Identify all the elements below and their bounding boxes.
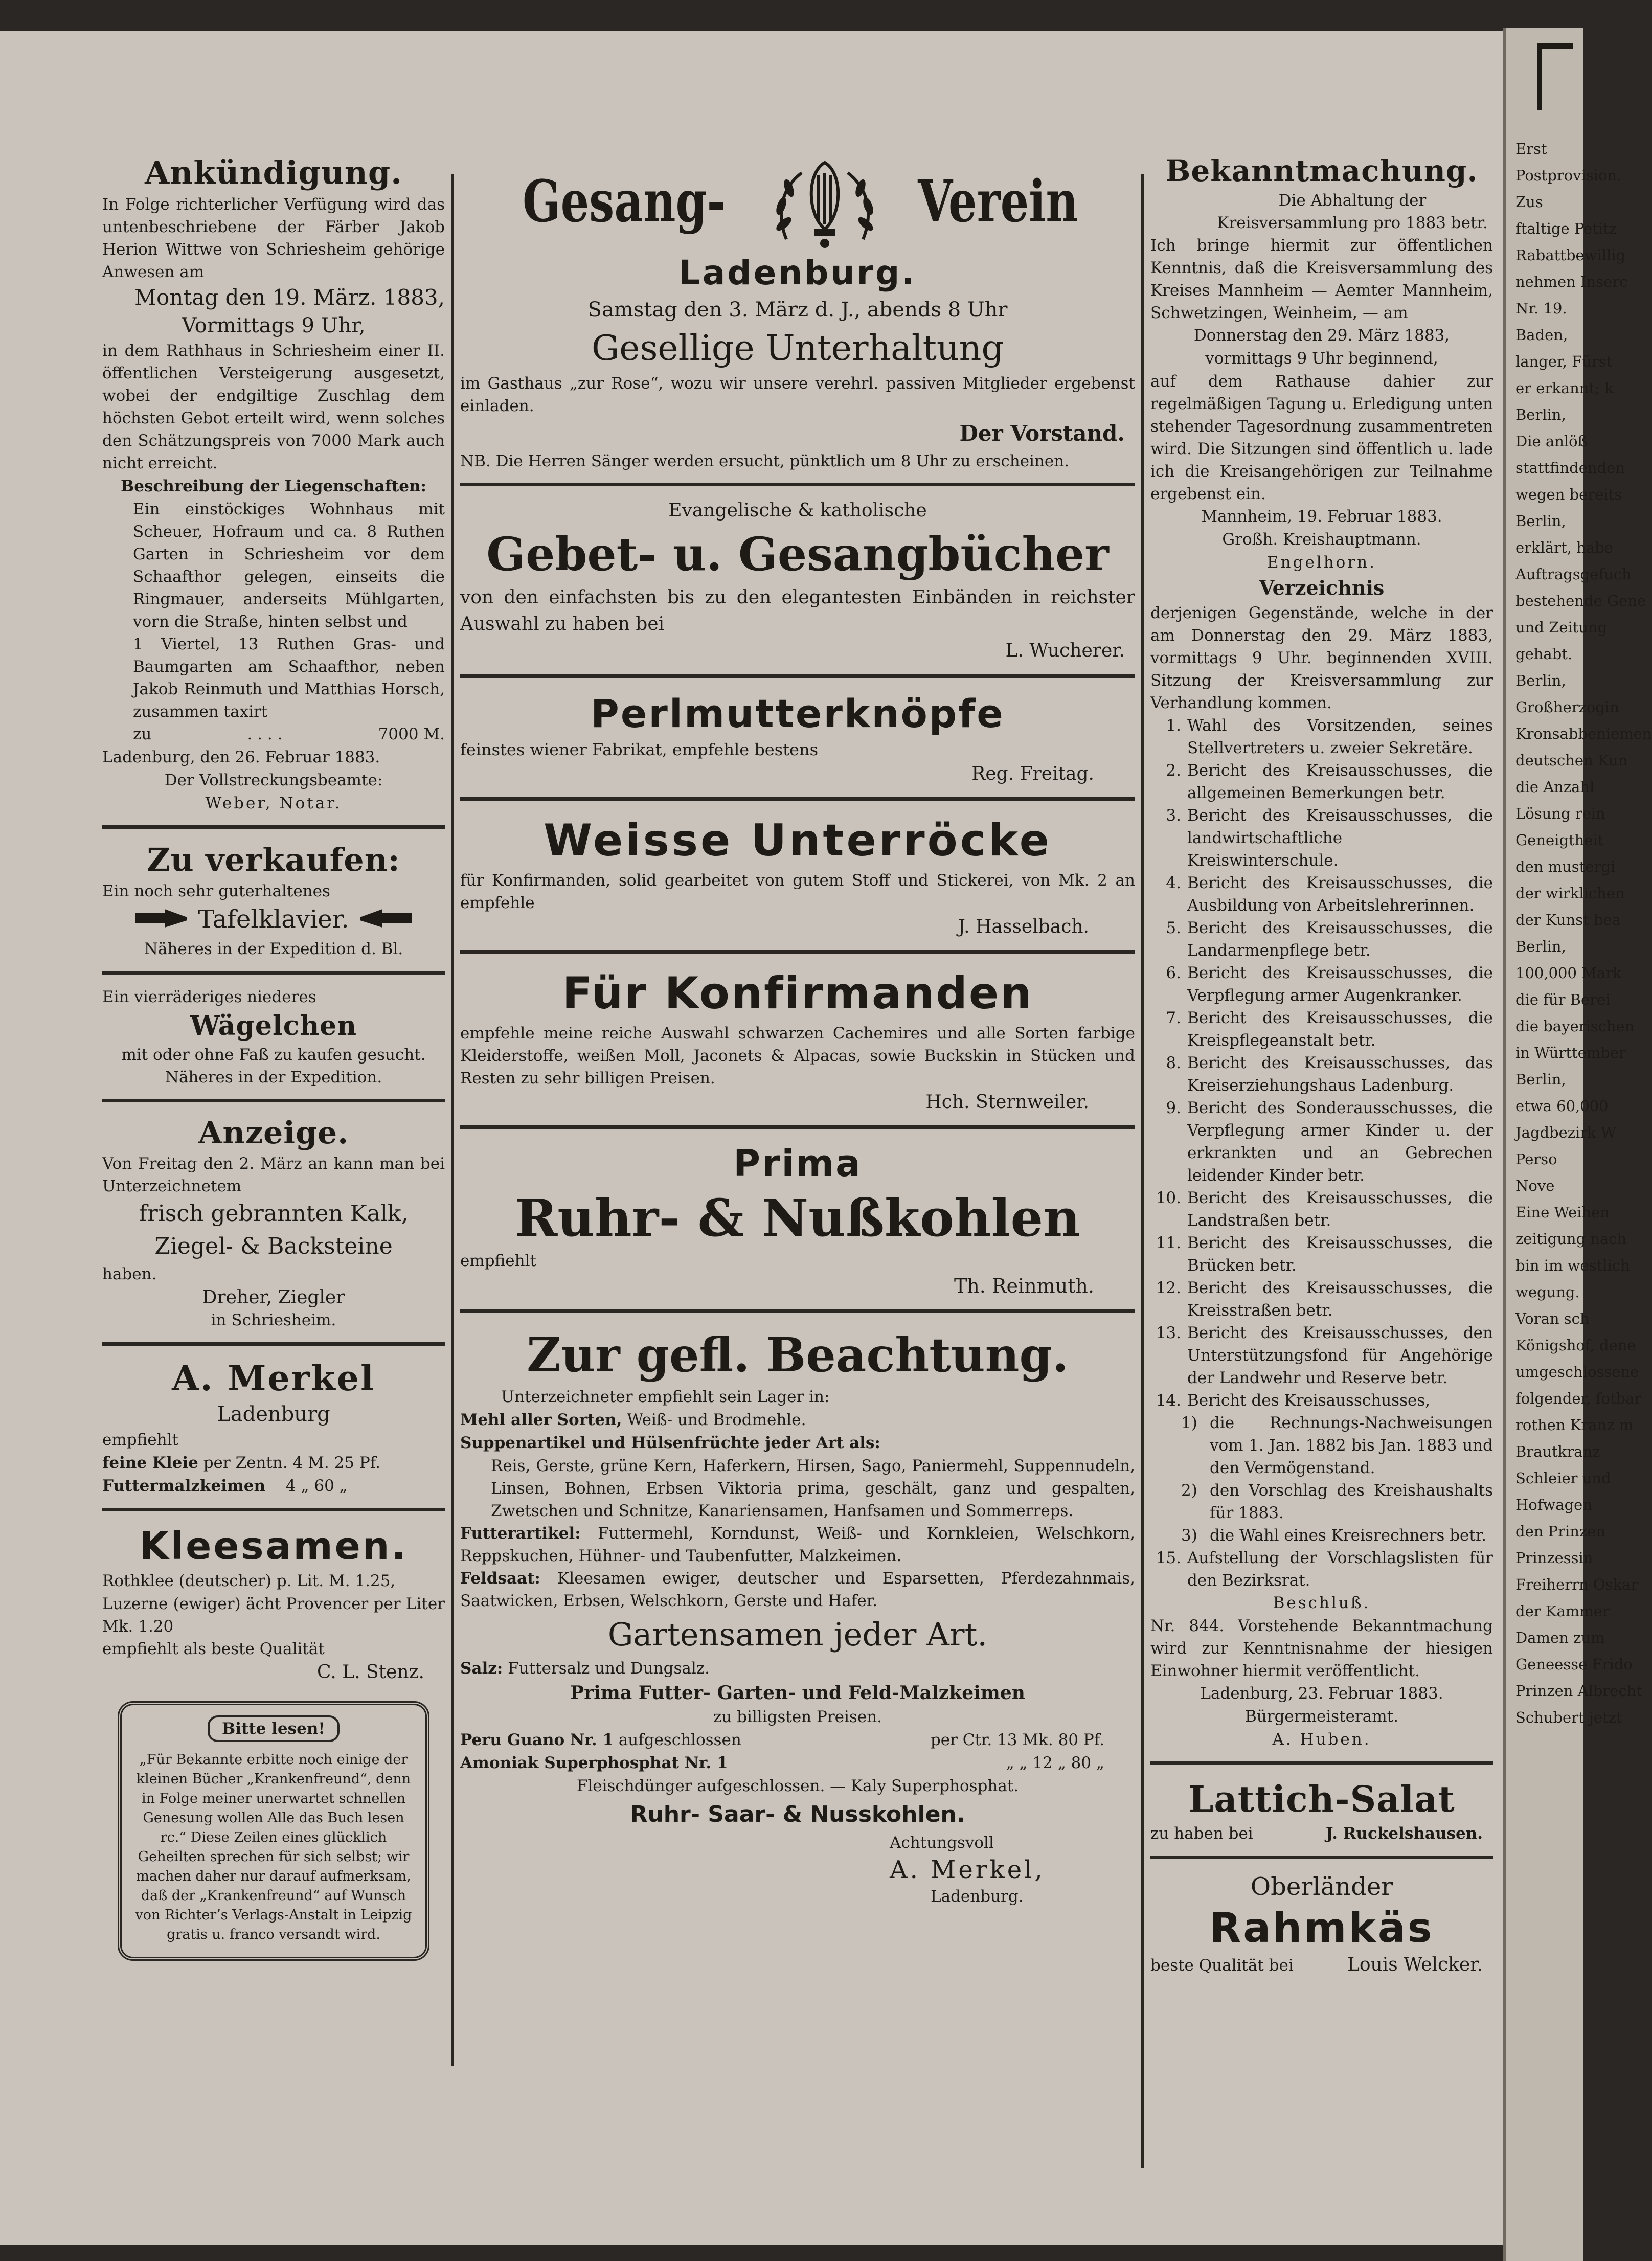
ankuendigung-body: in dem Rathhaus in Schriesheim einer II. öffentlichen Versteigerung ausgesetzt, wobei der endgiltige Zuschlag dem höchsten Gebot erteilt wird, wenn solches den Schätzungspreis von 7000 Mark auch nicht erreicht. xyxy=(102,342,445,472)
merkel-row1-value: per Zentn. 4 M. 25 Pf. xyxy=(203,1453,380,1472)
anzeige-item1: frisch gebrannten Kalk, xyxy=(139,1200,409,1227)
adjacent-page-line: der Kammer xyxy=(1515,1602,1610,1620)
agenda-subitem: 2) den Vorschlag des Kreishaushalts für 1883. xyxy=(1181,1481,1493,1522)
adjacent-page-line: nehmen Inserc xyxy=(1515,273,1628,290)
beachtung-closing: Achtungsvoll xyxy=(890,1834,994,1852)
waegelchen-item: Wägelchen xyxy=(190,1010,357,1042)
adjacent-page-line: Berlin, xyxy=(1515,938,1566,955)
adjacent-page-line: die für Berei xyxy=(1515,991,1611,1008)
ad-konfirmanden xyxy=(460,961,1135,1129)
merkel-row2-value: 4 „ 60 „ xyxy=(285,1476,348,1495)
middle-column xyxy=(460,148,1135,1926)
bekannt-verz-text: derjenigen Gegenstände, welche in der am Donnerstag den 29. März 1883, vormittags 9 Uhr. beginnenden XVIII. Sitzung der Kreisversammlung zur Verhandlung kommen. xyxy=(1150,604,1493,712)
right-column xyxy=(1150,148,1493,1995)
beschluss-text: Nr. 844. Vorstehende Bekanntmachung wird zur Kenntnisnahme der hiesigen Einwohner hiermit veröffentlicht. xyxy=(1150,1617,1493,1680)
agenda-item: 1. Wahl des Vorsitzenden, seines Stellvertreters u. zweier Sekretäre. xyxy=(1166,716,1493,757)
waegelchen-line2: mit oder ohne Faß zu kaufen gesucht. Näheres in der Expedition. xyxy=(121,1045,426,1087)
agenda-item: 15. Aufstellung der Vorschlagslisten für den Bezirksrat. xyxy=(1156,1549,1493,1590)
beachtung-l2-label: Suppenartikel und Hülsenfrüchte jeder Art als: xyxy=(460,1434,880,1452)
beachtung-l8 xyxy=(460,1752,1135,1775)
beachtung-l1 xyxy=(460,1409,1135,1432)
gesang-date: Samstag den 3. März d. J., abends 8 Uhr xyxy=(587,298,1008,322)
agenda-subitem: 1) die Rechnungs-Nachweisungen vom 1. Jan. 1882 bis Jan. 1883 und den Vermögenstand. xyxy=(1181,1414,1493,1477)
beschluss-title: Beschluß. xyxy=(1273,1594,1371,1612)
beachtung-l5-label: Salz: xyxy=(460,1659,503,1678)
ad-anzeige xyxy=(102,1110,445,1346)
adjacent-page-line: Hofwagen xyxy=(1515,1496,1592,1513)
verkaufen-item-row xyxy=(102,903,445,938)
lattich-sig: J. Ruckelshausen. xyxy=(1325,1824,1483,1843)
ankuendigung-title: Ankündigung. xyxy=(145,154,402,191)
agenda-item: 14. Bericht des Kreisausschusses, xyxy=(1156,1391,1431,1410)
beschluss-place: Ladenburg, 23. Februar 1883. xyxy=(1200,1684,1443,1703)
ad-merkel xyxy=(102,1353,445,1511)
konfirmanden-text: empfehle meine reiche Auswahl schwarzen Cachemires und alle Sorten farbige Kleiderstoffe, weißen Moll, Jaconets & Alpacas, sowie Buckskin in Stücken und Resten zu sehr billigen Preisen. xyxy=(460,1024,1135,1088)
merkel-line1: empfiehlt xyxy=(102,1430,178,1449)
rahm-kicker: Oberländer xyxy=(1250,1872,1393,1901)
adjacent-page-line: Prinzen Albrecht xyxy=(1515,1682,1643,1700)
beachtung-l9: Fleischdünger aufgeschlossen. — Kaly Superphosphat. xyxy=(576,1777,1019,1795)
merkel-name: A. Merkel xyxy=(172,1358,375,1399)
adjacent-page-line: Perso xyxy=(1515,1150,1557,1168)
adjacent-page-line: Nove xyxy=(1515,1177,1555,1194)
beachtung-l8-label: Amoniak Superphosphat Nr. 1 xyxy=(460,1754,728,1772)
adjacent-page-line: Freiherrn Oskar xyxy=(1515,1576,1638,1593)
gesang-text: im Gasthaus „zur Rose“, wozu wir unsere verehrl. passiven Mitglieder ergebenst einladen. xyxy=(460,374,1135,415)
adjacent-page-line: Geneigtheit xyxy=(1515,831,1604,849)
anzeige-line1: Von Freitag den 2. März an kann man bei Unterzeichnetem xyxy=(102,1154,445,1195)
agenda-item: 10. Bericht des Kreisausschusses, die Landstraßen betr. xyxy=(1156,1189,1493,1230)
price-dots: . . . . xyxy=(247,725,283,743)
column-rule-left xyxy=(451,174,454,2066)
adjacent-page-masthead-fragment xyxy=(1506,28,1583,135)
verkaufen-title: Zu verkaufen: xyxy=(147,841,400,878)
ad-lattich xyxy=(1150,1772,1493,1859)
gesang-nb: NB. Die Herren Sänger werden ersucht, pünktlich um 8 Uhr zu erscheinen. xyxy=(460,452,1070,470)
adjacent-page-line: Zus xyxy=(1515,193,1543,211)
adjacent-page-edge xyxy=(1503,28,1652,2261)
gesang-event: Gesellige Unterhaltung xyxy=(591,328,1004,369)
beachtung-title: Zur gefl. Beachtung. xyxy=(527,1327,1069,1383)
agenda-item: 11. Bericht des Kreisausschusses, die Brücken betr. xyxy=(1156,1234,1493,1275)
beachtung-l1-label: Mehl aller Sorten, xyxy=(460,1411,622,1429)
adjacent-page-line: bestehende Gene xyxy=(1515,592,1646,609)
kohlen-sig: Th. Reinmuth. xyxy=(954,1275,1094,1297)
newspaper-page xyxy=(0,31,1503,2245)
ad-rahmkaes xyxy=(1150,1866,1493,1987)
gebet-kicker: Evangelische & katholische xyxy=(668,500,927,521)
ad-kleesamen xyxy=(102,1519,445,1694)
left-column xyxy=(102,148,445,1961)
adjacent-page-line: ftaltige Petitz xyxy=(1515,220,1617,237)
beachtung-garten: Gartensamen jeder Art. xyxy=(607,1616,988,1653)
kleesamen-line2: Luzerne (ewiger) ächt Provencer per Liter Mk. 1.20 xyxy=(102,1594,445,1636)
agenda-item: 2. Bericht des Kreisausschusses, die allgemeinen Bemerkungen betr. xyxy=(1166,761,1493,802)
adjacent-page-line: etwa 60,000 xyxy=(1515,1097,1609,1115)
agenda-item: 5. Bericht des Kreisausschusses, die Landarmenpflege betr. xyxy=(1166,919,1493,960)
adjacent-page-line: langer, Fürst xyxy=(1515,353,1613,370)
pointing-hand-right-icon xyxy=(134,905,190,938)
adjacent-page-line: Nr. 19. xyxy=(1515,300,1567,317)
merkel-row1 xyxy=(102,1452,445,1475)
ankuendigung-desc: Ein einstöckiges Wohnhaus mit Scheuer, Hofraum und ca. 8 Ruthen Garten in Schriesheim vor dem Schaafthor gelegen, einseits die Ringmauer, anderseits Mühlgarten, vorn die Straße, hinten selbst und xyxy=(133,500,445,631)
merkel-row2 xyxy=(102,1475,445,1498)
gesang-town: Ladenburg. xyxy=(678,253,917,292)
ankuendigung-date: Montag den 19. März. 1883, xyxy=(134,285,445,310)
rahm-row xyxy=(1150,1953,1493,1977)
beachtung-l2-text: Reis, Gerste, grüne Kern, Haferkern, Hirsen, Sago, Paniermehl, Suppennudeln, Linsen, Bohnen, Erbsen Viktoria prima, geschält, ganz und gespalten, Zwetschen und Schnitze, Kanariensamen, Hanfsamen und Sommerreps. xyxy=(491,1457,1135,1520)
adjacent-page-line: Schubert jetzt xyxy=(1515,1709,1622,1726)
beachtung-l6: Prima Futter- Garten- und Feld-Malzkeimen xyxy=(570,1682,1025,1704)
merkel-row1-label: feine Kleie xyxy=(102,1453,198,1472)
lattich-text: zu haben bei xyxy=(1150,1824,1253,1843)
ad-ankuendigung xyxy=(102,148,445,829)
bekannt-office: Großh. Kreishauptmann. xyxy=(1222,530,1421,549)
agenda-item: 8. Bericht des Kreisausschusses, das Kreiserziehungshaus Ladenburg. xyxy=(1166,1054,1493,1095)
agenda-item: 9. Bericht des Sonderausschusses, die Verpflegung armer Kinder u. der erkrankten und an Gebrechen leidender Kinder betr. xyxy=(1166,1099,1493,1185)
verkaufen-line1: Ein noch sehr guterhaltenes xyxy=(102,882,330,900)
kohlen-kicker: Prima xyxy=(733,1142,862,1185)
adjacent-page-line: Erst xyxy=(1515,140,1547,157)
adjacent-page-line: den mustergi xyxy=(1515,858,1616,875)
ankuendigung-official: Der Vollstreckungsbeamte: xyxy=(164,771,383,789)
adjacent-page-line: Jagdbezirk W xyxy=(1515,1124,1616,1141)
adjacent-page-line: erklärt, habe xyxy=(1515,539,1613,556)
adjacent-page-line: und Zeitung xyxy=(1515,619,1608,636)
beachtung-l4 xyxy=(460,1567,1135,1612)
adjacent-page-line: gehabt. xyxy=(1515,645,1573,663)
beachtung-sig: A. Merkel, xyxy=(890,1856,1045,1884)
adjacent-page-line: Kronsabbeniemen xyxy=(1515,725,1652,742)
beschluss-sig: A. Huben. xyxy=(1272,1730,1371,1749)
anzeige-line2: haben. xyxy=(102,1264,157,1283)
adjacent-page-line: zeitigung nach xyxy=(1515,1230,1627,1248)
anzeige-title: Anzeige. xyxy=(198,1115,349,1151)
bitte-lesen-title: Bitte lesen! xyxy=(208,1715,340,1742)
adjacent-page-line: Eine Weihen xyxy=(1515,1204,1610,1221)
column-rule-right xyxy=(1141,174,1144,2168)
beachtung-l3-text: Futtermehl, Korndunst, Weiß- und Kornkleien, Welschkorn, Reppskuchen, Hühner- und Taubenfutter, Malzkeimen. xyxy=(460,1524,1135,1565)
verkaufen-line2: Näheres in der Expedition d. Bl. xyxy=(144,939,403,958)
beachtung-l5 xyxy=(460,1657,1135,1680)
bekannt-text1: Ich bringe hiermit zur öffentlichen Kenntnis, daß die Kreisversammlung des Kreises Mannheim — Aemter Mannheim, Schwetzingen, Weinheim, — am xyxy=(1150,236,1493,322)
beachtung-l3 xyxy=(460,1522,1135,1567)
agenda-item: 7. Bericht des Kreisausschusses, die Kreispflegeanstalt betr. xyxy=(1166,1009,1493,1050)
kleesamen-line1: Rothklee (deutscher) p. Lit. M. 1.25, xyxy=(102,1571,396,1590)
rahm-title: Rahmkäs xyxy=(1209,1904,1434,1952)
bekannt-sub: Die Abhaltung der Kreisversammlung pro 1883 betr. xyxy=(1217,191,1488,232)
adjacent-page-line: der wirklichen xyxy=(1515,885,1625,902)
adjacent-page-line: rothen Kranz m xyxy=(1515,1416,1634,1434)
ankuendigung-signature: Weber, Notar. xyxy=(205,794,342,812)
bekannt-sig: Engelhorn. xyxy=(1267,553,1376,572)
beachtung-intro: Unterzeichneter empfiehlt sein Lager in: xyxy=(501,1388,830,1406)
gebet-text: von den einfachsten bis zu den elegantesten Einbänden in reichster Auswahl zu haben bei xyxy=(460,587,1135,635)
bekannt-time: vormittags 9 Uhr beginnend, xyxy=(1205,349,1438,368)
waegelchen-line1: Ein vierräderiges niederes xyxy=(102,987,316,1006)
adjacent-page-line: Rabattbewillig xyxy=(1515,246,1626,264)
perlmutter-text: feinstes wiener Fabrikat, empfehle bestens xyxy=(460,740,818,759)
ankuendigung-desc-title: Beschreibung der Liegenschaften: xyxy=(121,477,426,495)
gebet-title: Gebet- u. Gesangbücher xyxy=(486,527,1109,581)
adjacent-page-line: Prinzessin xyxy=(1515,1549,1593,1567)
adjacent-page-line: bin im westlich xyxy=(1515,1257,1630,1274)
anzeige-sig2: in Schriesheim. xyxy=(211,1310,336,1329)
perlmutter-title: Perlmutterknöpfe xyxy=(591,691,1005,736)
adjacent-page-line: folgender, fotbar xyxy=(1515,1390,1642,1407)
ad-waegelchen xyxy=(102,982,445,1102)
bekannt-text2: auf dem Rathause dahier zur regelmäßigen Tagung u. Erledigung unten stehender Tagesordnung zusammentreten wird. Die Sitzungen sind öffentlich u. lade ich die Kreisangehörigen zur Teilnahme ergebenst ein. xyxy=(1150,372,1493,503)
adjacent-page-lines xyxy=(1506,135,1652,1731)
weisse-title: Weisse Unterröcke xyxy=(544,815,1052,866)
lattich-row xyxy=(1150,1822,1493,1845)
anzeige-item2: Ziegel- & Backsteine xyxy=(154,1233,393,1259)
adjacent-page-line: Damen zum xyxy=(1515,1629,1605,1646)
gebet-sig: L. Wucherer. xyxy=(1005,640,1125,661)
lyre-wreath-icon xyxy=(766,152,884,252)
ankuendigung-time: Vormittags 9 Uhr, xyxy=(182,314,366,337)
adjacent-page-line: der Kunst bea xyxy=(1515,911,1621,929)
beachtung-l7-price: per Ctr. 13 Mk. 80 Pf. xyxy=(930,1731,1104,1749)
beachtung-l7-label: Peru Guano Nr. 1 xyxy=(460,1731,614,1749)
bekannt-place: Mannheim, 19. Februar 1883. xyxy=(1201,507,1442,526)
rahm-sig: Louis Welcker. xyxy=(1347,1954,1483,1975)
adjacent-page-line: Berlin, xyxy=(1515,512,1566,530)
adjacent-page-line: Voran sch xyxy=(1515,1310,1590,1327)
beachtung-town: Ladenburg. xyxy=(931,1887,1024,1906)
perlmutter-sig: Reg. Freitag. xyxy=(971,763,1094,784)
beachtung-l5-text: Futtersalz und Dungsalz. xyxy=(508,1659,710,1678)
adjacent-page-line: 100,000 Mark xyxy=(1515,964,1622,982)
adjacent-page-line: Die anlöß xyxy=(1515,433,1588,450)
agenda-item: 4. Bericht des Kreisausschusses, die Ausbildung von Arbeitslehrerinnen. xyxy=(1166,874,1493,915)
adjacent-page-line: Berlin, xyxy=(1515,406,1566,423)
ad-weisse-unterroecke xyxy=(460,808,1135,954)
beachtung-l10: Ruhr- Saar- & Nusskohlen. xyxy=(630,1801,965,1827)
gesang-title-left: Gesang- xyxy=(523,168,726,235)
merkel-row2-label: Futtermalzkeimen xyxy=(102,1476,266,1495)
adjacent-page-line: wegung. xyxy=(1515,1283,1580,1301)
konfirmanden-title: Für Konfirmanden xyxy=(562,968,1033,1019)
adjacent-page-line: stattfindenden xyxy=(1515,459,1625,477)
adjacent-page-line: die Anzahl xyxy=(1515,778,1595,796)
price-value: 7000 M. xyxy=(378,725,445,743)
weisse-text: für Konfirmanden, solid gearbeitet von gutem Stoff und Stickerei, von Mk. 2 an empfehle xyxy=(460,871,1135,912)
adjacent-page-line: deutschen Kun xyxy=(1515,752,1628,769)
agenda-item: 3. Bericht des Kreisausschusses, die landwirtschaftliche Kreiswinterschule. xyxy=(1166,806,1493,870)
adjacent-page-line: umgeschlossene xyxy=(1515,1363,1639,1381)
ankuendigung-place-date: Ladenburg, den 26. Februar 1883. xyxy=(102,748,380,766)
adjacent-page-line: Großherzogin xyxy=(1515,698,1619,716)
agenda-item: 12. Bericht des Kreisausschusses, die Kreisstraßen betr. xyxy=(1156,1279,1493,1320)
adjacent-page-line: Auftragsgefuch xyxy=(1515,566,1632,583)
adjacent-page-line: Postprovision. xyxy=(1515,167,1622,184)
agenda-item: 13. Bericht des Kreisausschusses, den Unterstützungsfond für Angehörige der Landwehr und Reserve betr. xyxy=(1156,1324,1493,1387)
agenda-subitem: 3) die Wahl eines Kreisrechners betr. xyxy=(1181,1526,1487,1545)
adjacent-page-line: Schleier und xyxy=(1515,1469,1611,1487)
ankuendigung-intro: In Folge richterlicher Verfügung wird das untenbeschriebene der Färber Jakob Herion Wittwe von Schriesheim gehörige Anwesen am xyxy=(102,195,445,281)
ad-gesang-verein xyxy=(460,148,1135,486)
bitte-lesen-box xyxy=(118,1701,429,1961)
bekannt-verz-title: Verzeichnis xyxy=(1259,576,1385,599)
adjacent-page-line: den Prinzen xyxy=(1515,1523,1606,1540)
lattich-title: Lattich-Salat xyxy=(1188,1778,1455,1820)
adjacent-page-line: Brautkranz xyxy=(1515,1443,1600,1460)
kohlen-text: empfiehlt xyxy=(460,1252,536,1270)
pointing-hand-left-icon xyxy=(357,905,413,938)
adjacent-page-line: wegen bereits xyxy=(1515,486,1622,503)
ankuendigung-desc2: 1 Viertel, 13 Ruthen Gras- und Baumgarten am Schaafthor, neben Jakob Reinmuth und Matthias Horsch, zusammen taxirt xyxy=(133,635,445,721)
beschluss-office: Bürgermeisteramt. xyxy=(1245,1707,1398,1726)
beachtung-l7 xyxy=(460,1729,1135,1752)
bitte-lesen-text: „Für Bekannte erbitte noch einige der kleinen Bücher „Krankenfreund“, denn in Folge meiner unerwartet schnellen Genesung wollen Alle das Buch lesen rc.“ Diese Zeilen eines glücklich Geheilten sprechen für sich selbst; wir machen daher nur darauf aufmerksam, daß der „Krankenfreund“ auf Wunsch von Richter’s Verlags-Anstalt in Leipzig gratis u. franco versandt wird. xyxy=(135,1751,412,1942)
beachtung-l8-price: „ „ 12 „ 80 „ xyxy=(1006,1754,1104,1772)
weisse-sig: J. Hasselbach. xyxy=(958,916,1089,937)
bekannt-date: Donnerstag den 29. März 1883, xyxy=(1193,326,1450,345)
adjacent-page-line: er erkannt; k xyxy=(1515,379,1614,397)
merkel-town: Ladenburg xyxy=(217,1402,330,1426)
gesang-sig: Der Vorstand. xyxy=(959,421,1125,446)
beachtung-l4-label: Feldsaat: xyxy=(460,1569,540,1588)
agenda-item: 6. Bericht des Kreisausschusses, die Verpflegung armer Augenkranker. xyxy=(1166,964,1493,1005)
adjacent-page-line: Königshof, dene xyxy=(1515,1337,1636,1354)
rahm-text: beste Qualität bei xyxy=(1150,1956,1294,1975)
beachtung-l4-text: Kleesamen ewiger, deutscher und Esparsetten, Pferdezahnmais, Saatwicken, Erbsen, Welschkorn, Gerste und Hafer. xyxy=(460,1569,1135,1610)
price-prefix: zu xyxy=(133,725,152,743)
gesang-title-right: Verein xyxy=(918,168,1079,235)
ad-perlmutter xyxy=(460,685,1135,801)
ad-verkaufen xyxy=(102,836,445,975)
kleesamen-sig: C. L. Stenz. xyxy=(317,1661,424,1683)
konfirmanden-sig: Hch. Sternweiler. xyxy=(925,1092,1089,1113)
adjacent-page-line: Baden, xyxy=(1515,326,1568,344)
kleesamen-line3: empfiehlt als beste Qualität xyxy=(102,1639,325,1658)
adjacent-page-line: Lösung rein xyxy=(1515,805,1605,822)
ad-bekanntmachung xyxy=(1150,148,1493,1765)
kohlen-title: Ruhr- & Nußkohlen xyxy=(515,1188,1080,1248)
adjacent-page-line: in Württember xyxy=(1515,1044,1626,1061)
beachtung-l1-text: Weiß- und Brodmehle. xyxy=(627,1411,806,1429)
adjacent-page-line: die bayerischen xyxy=(1515,1018,1635,1035)
agenda-list xyxy=(1150,714,1493,1592)
beachtung-l3-label: Futterartikel: xyxy=(460,1524,581,1543)
ankuendigung-price-row xyxy=(102,723,445,746)
ad-gebet xyxy=(460,493,1135,678)
adjacent-page-line: Berlin, xyxy=(1515,1071,1566,1088)
adjacent-page-line: Geneesse Frido xyxy=(1515,1656,1633,1673)
beachtung-l6b: zu billigsten Preisen. xyxy=(713,1708,882,1726)
adjacent-page-line: Berlin, xyxy=(1515,672,1566,689)
ad-beachtung xyxy=(460,1320,1135,1918)
bekannt-title: Bekanntmachung. xyxy=(1165,153,1478,188)
ad-kohlen xyxy=(460,1136,1135,1313)
beachtung-l7-mid: aufgeschlossen xyxy=(618,1731,741,1749)
anzeige-sig1: Dreher, Ziegler xyxy=(202,1286,345,1308)
verkaufen-item: Tafelklavier. xyxy=(198,905,349,934)
kleesamen-title: Kleesamen. xyxy=(139,1524,408,1568)
